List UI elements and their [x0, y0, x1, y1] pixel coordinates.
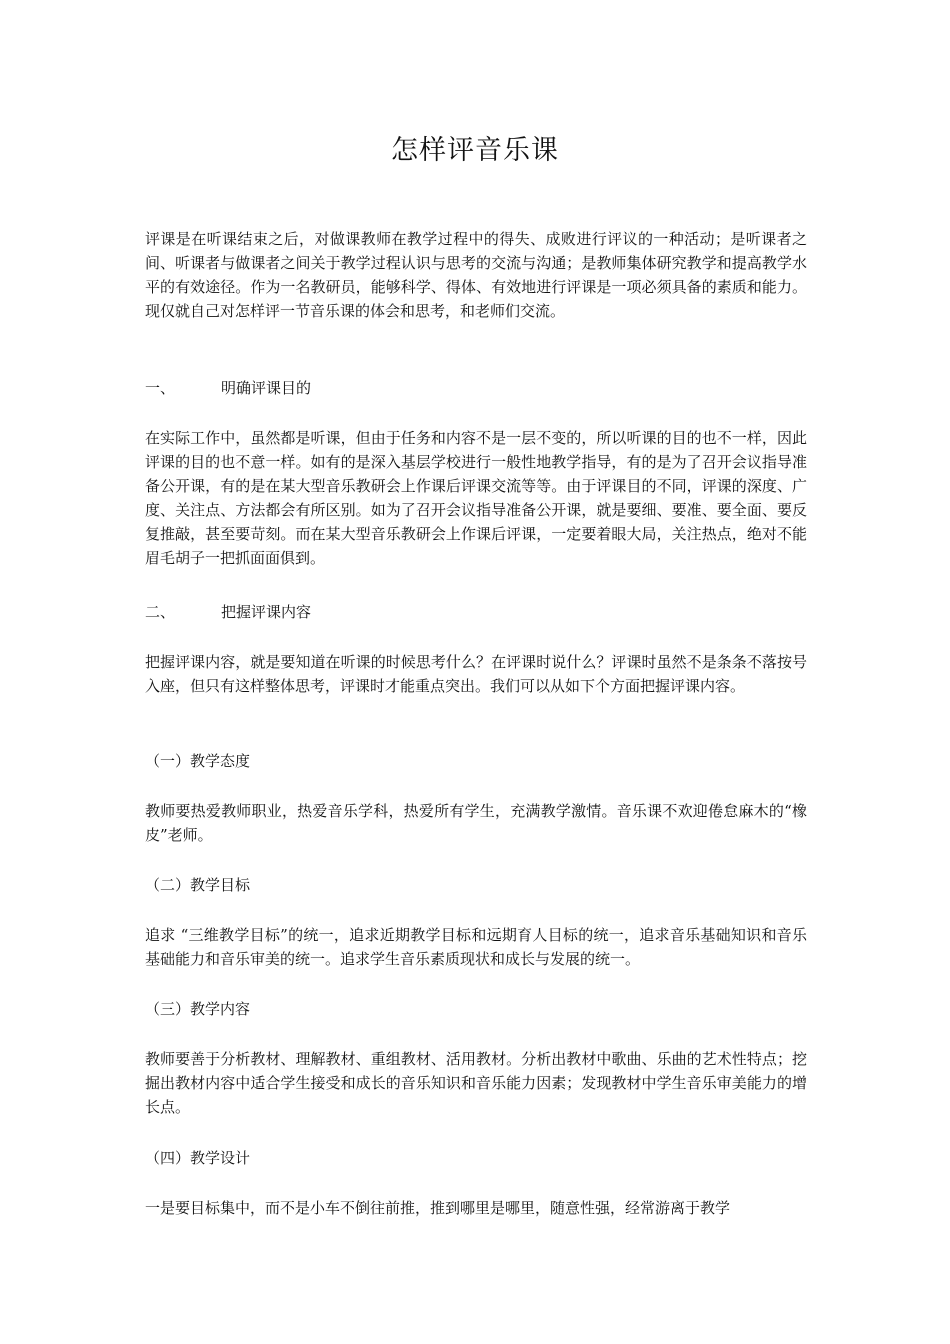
- subsection-paragraph-3: 教师要善于分析教材、理解教材、重组教材、活用教材。分析出教材中歌曲、乐曲的艺术性特点；挖掘出教材内容中适合学生接受和成长的音乐知识和音乐能力因素；发现教材中学生音乐审美能力的增长点。: [145, 1050, 807, 1116]
- subsection-heading-3: （三）教学内容: [145, 1000, 251, 1018]
- section-number-1: 一、: [145, 379, 176, 397]
- intro-paragraph: 评课是在听课结束之后，对做课教师在教学过程中的得失、成败进行评议的一种活动；是听课者之间、听课者与做课者之间关于教学过程认识与思考的交流与沟通；是教师集体研究教学和提高教学水平的有效途径。作为一名教研员，能够科学、得体、有效地进行评课是一项必须具备的素质和能力。现仅就自己对怎样评一节音乐课的体会和思考，和老师们交流。: [145, 230, 807, 320]
- subsection-paragraph-2: 追求 “三维教学目标”的统一，追求近期教学目标和远期育人目标的统一，追求音乐基础知识和音乐基础能力和音乐审美的统一。追求学生音乐素质现状和成长与发展的统一。: [145, 926, 807, 968]
- document-title: 怎样评音乐课: [391, 135, 559, 166]
- subsection-paragraph-1: 教师要热爱教师职业，热爱音乐学科，热爱所有学生，充满教学激情。音乐课不欢迎倦怠麻木的“橡皮”老师。: [145, 802, 807, 844]
- section-heading-1: [145, 376, 807, 400]
- subsection-paragraph-4: 一是要目标集中，而不是小车不倒往前推，推到哪里是哪里，随意性强，经常游离于教学: [145, 1199, 731, 1217]
- section-heading-2: [145, 600, 807, 624]
- subsection-heading-1: （一）教学态度: [145, 752, 251, 770]
- section-paragraph-1: 在实际工作中，虽然都是听课，但由于任务和内容不是一层不变的，所以听课的目的也不一样，因此评课的目的也不意一样。如有的是深入基层学校进行一般性地教学指导，有的是为了召开会议指导准备公开课，有的是在某大型音乐教研会上作课后评课交流等等。由于评课目的不同，评课的深度、广度、关注点、方法都会有所区别。如为了召开会议指导准备公开课，就是要细、要准、要全面、要反复推敲，甚至要苛刻。而在某大型音乐教研会上作课后评课，一定要着眼大局，关注热点，绝对不能眉毛胡子一把抓面面俱到。: [145, 429, 807, 567]
- section-paragraph-2: 把握评课内容，就是要知道在听课的时候思考什么？在评课时说什么？评课时虽然不是条条不落按号入座，但只有这样整体思考，评课时才能重点突出。我们可以从如下个方面把握评课内容。: [145, 653, 807, 695]
- subsection-heading-2: （二）教学目标: [145, 876, 251, 894]
- section-title-2: 把握评课内容: [221, 603, 312, 621]
- section-title-1: 明确评课目的: [221, 379, 312, 397]
- section-number-2: 二、: [145, 603, 176, 621]
- subsection-heading-4: （四）教学设计: [145, 1149, 251, 1167]
